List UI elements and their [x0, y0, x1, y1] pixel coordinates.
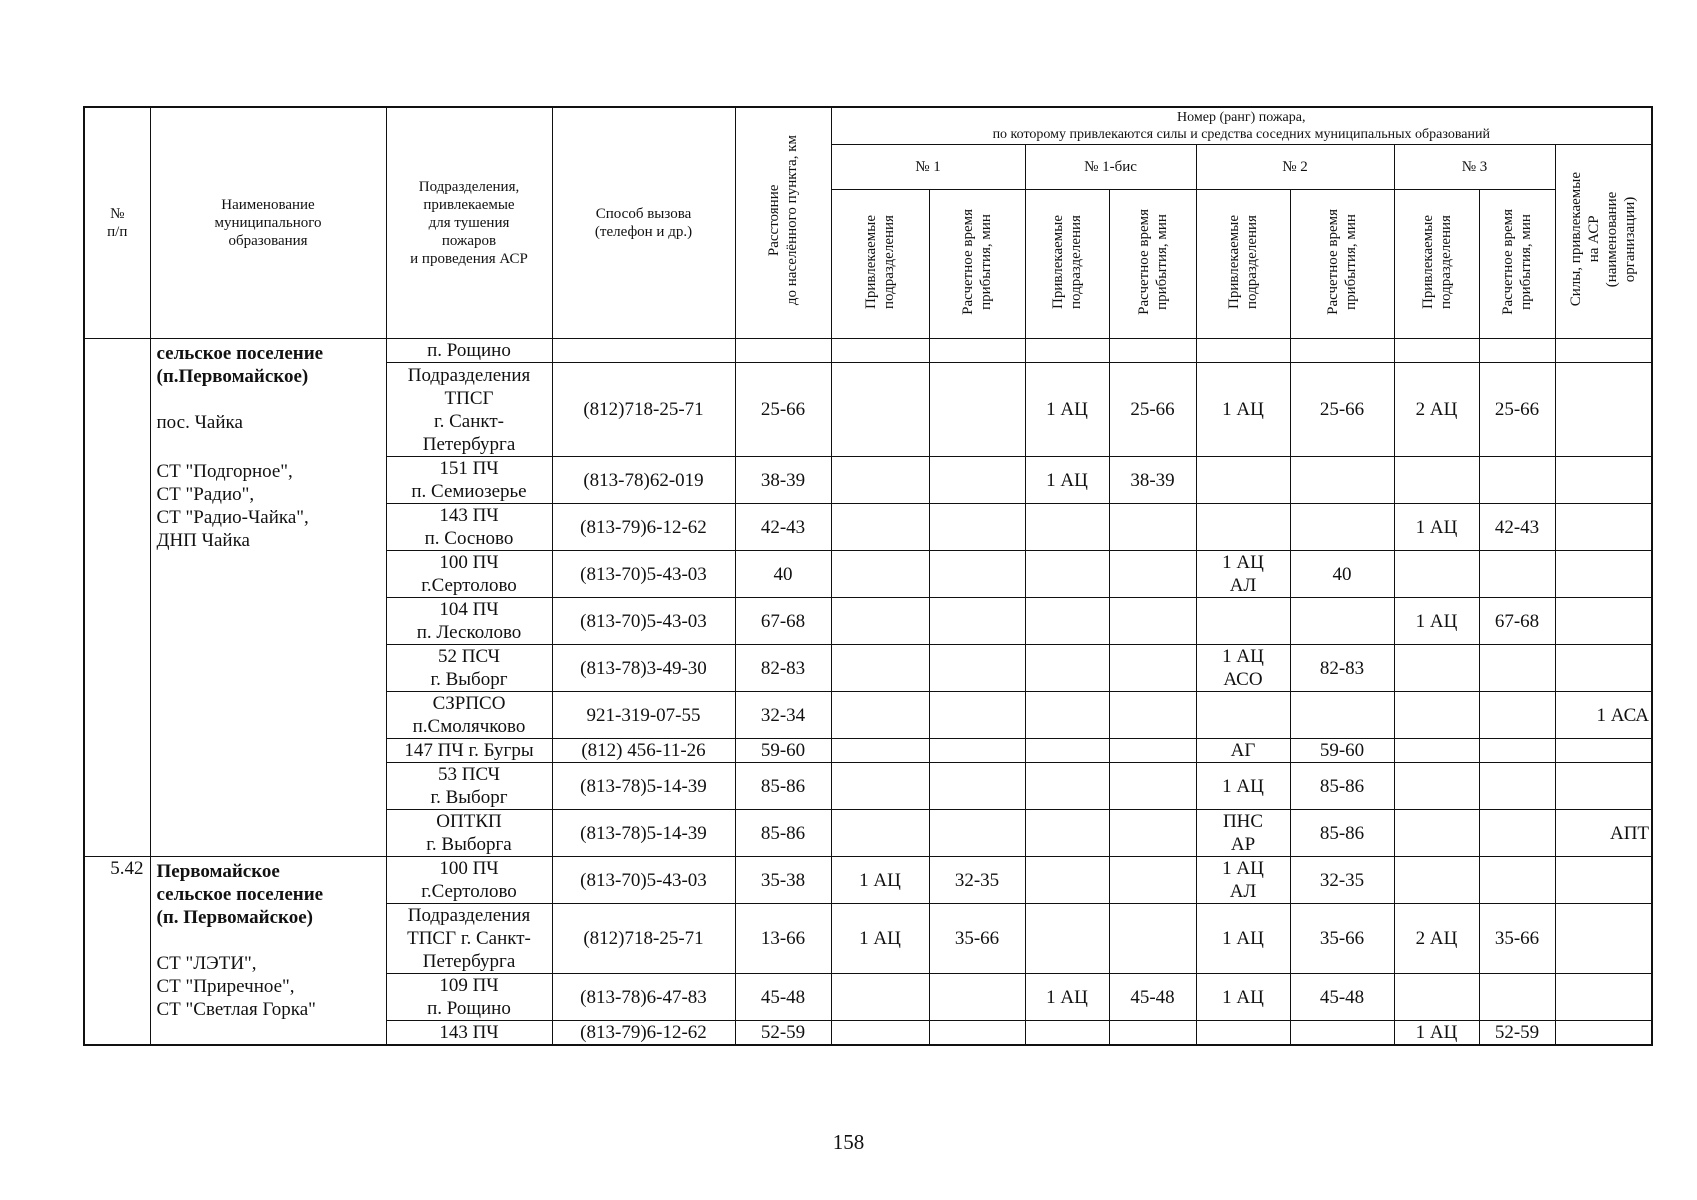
cell-unit: Подразделения ТПСГ г. Санкт- Петербурга — [386, 904, 552, 974]
cell-r3u — [1394, 457, 1479, 504]
cell-r1u: 1 АЦ — [831, 857, 929, 904]
cell-r2t — [1290, 598, 1394, 645]
cell-unit: ОПТКП г. Выборга — [386, 810, 552, 857]
cell-call: (812)718-25-71 — [552, 904, 735, 974]
cell-r1bt — [1109, 904, 1196, 974]
cell-dist: 25-66 — [735, 363, 831, 457]
cell-call: 921-319-07-55 — [552, 692, 735, 739]
row-number: 5.42 — [84, 857, 150, 1046]
cell-call: (813-78)5-14-39 — [552, 763, 735, 810]
cell-r1t: 35-66 — [929, 904, 1025, 974]
cell-r1u — [831, 551, 929, 598]
cell-dist: 38-39 — [735, 457, 831, 504]
header-col-distance: Расстояние до населённого пункта, км — [735, 107, 831, 339]
cell-asr: 1 АСА — [1555, 692, 1652, 739]
cell-dist: 85-86 — [735, 810, 831, 857]
cell-r1bt — [1109, 857, 1196, 904]
settlement-subline: СТ "Радио", — [156, 484, 255, 505]
cell-r1bu: 1 АЦ — [1025, 974, 1109, 1021]
page-number: 158 — [832, 1130, 865, 1154]
municipality-title: сельское поселение — [156, 884, 324, 905]
cell-r2t: 35-66 — [1290, 904, 1394, 974]
settlement-subline: СТ "Подгорное", — [156, 461, 293, 482]
header-rank-1bis-time: Расчетное время прибытия, мин — [1109, 190, 1196, 339]
cell-call: (812) 456-11-26 — [552, 739, 735, 763]
cell-r3t: 67-68 — [1479, 598, 1555, 645]
table-row — [84, 339, 1652, 363]
cell-r1t — [929, 551, 1025, 598]
table-row — [84, 857, 1652, 904]
cell-r1bu — [1025, 598, 1109, 645]
cell-r3u: 2 АЦ — [1394, 363, 1479, 457]
cell-unit: 104 ПЧ п. Лесколово — [386, 598, 552, 645]
table-body — [84, 339, 1652, 1046]
cell-r3t — [1479, 810, 1555, 857]
cell-r3u: 1 АЦ — [1394, 1021, 1479, 1046]
cell-r2u — [1196, 457, 1290, 504]
header-col-municipality: Наименование муниципального образования — [150, 107, 386, 339]
cell-dist: 45-48 — [735, 974, 831, 1021]
cell-r1u: 1 АЦ — [831, 904, 929, 974]
cell-r1t — [929, 598, 1025, 645]
cell-call: (813-70)5-43-03 — [552, 857, 735, 904]
cell-dist: 32-34 — [735, 692, 831, 739]
cell-asr — [1555, 763, 1652, 810]
cell-unit: 143 ПЧ — [386, 1021, 552, 1046]
cell-r2t — [1290, 1021, 1394, 1046]
cell-r1t — [929, 1021, 1025, 1046]
cell-r3t — [1479, 974, 1555, 1021]
cell-unit: 53 ПСЧ г. Выборг — [386, 763, 552, 810]
cell-r2u: ПНС АР — [1196, 810, 1290, 857]
cell-r3u — [1394, 339, 1479, 363]
cell-r1bu — [1025, 904, 1109, 974]
cell-r1bu — [1025, 339, 1109, 363]
cell-r2t — [1290, 457, 1394, 504]
cell-r1bu — [1025, 739, 1109, 763]
cell-r2u: 1 АЦ — [1196, 974, 1290, 1021]
cell-r1bt — [1109, 1021, 1196, 1046]
municipality-cell — [150, 339, 386, 857]
settlement-name: пос. Чайка — [156, 412, 243, 433]
cell-call: (813-78)3-49-30 — [552, 645, 735, 692]
cell-r2t: 59-60 — [1290, 739, 1394, 763]
cell-r1t — [929, 692, 1025, 739]
cell-r1bu — [1025, 857, 1109, 904]
cell-r2u — [1196, 1021, 1290, 1046]
cell-unit: 100 ПЧ г.Сертолово — [386, 551, 552, 598]
header-rank-title: Номер (ранг) пожара, по которому привлекаются силы и средства соседних муниципальных образований — [831, 107, 1652, 145]
cell-r1t — [929, 739, 1025, 763]
cell-r3t — [1479, 551, 1555, 598]
cell-r1t — [929, 645, 1025, 692]
cell-asr — [1555, 457, 1652, 504]
cell-r1t — [929, 763, 1025, 810]
cell-asr — [1555, 904, 1652, 974]
cell-unit: 143 ПЧ п. Сосново — [386, 504, 552, 551]
cell-r2u — [1196, 692, 1290, 739]
cell-r3t — [1479, 645, 1555, 692]
cell-asr — [1555, 974, 1652, 1021]
header-rank-1bis: № 1-бис — [1025, 145, 1196, 190]
cell-r1bu — [1025, 645, 1109, 692]
cell-r2t — [1290, 692, 1394, 739]
cell-r3t — [1479, 857, 1555, 904]
header-col-number: № п/п — [84, 107, 150, 339]
municipality-title: (п. Первомайское) — [156, 907, 313, 928]
cell-r1bt — [1109, 739, 1196, 763]
cell-dist: 59-60 — [735, 739, 831, 763]
cell-r1t — [929, 457, 1025, 504]
cell-r1bu — [1025, 810, 1109, 857]
cell-dist: 52-59 — [735, 1021, 831, 1046]
municipality-cell — [150, 857, 386, 1046]
cell-r1u — [831, 598, 929, 645]
cell-r1bt — [1109, 598, 1196, 645]
cell-r1bt — [1109, 810, 1196, 857]
cell-asr — [1555, 857, 1652, 904]
cell-call — [552, 339, 735, 363]
cell-asr — [1555, 363, 1652, 457]
cell-r1u — [831, 1021, 929, 1046]
cell-dist: 40 — [735, 551, 831, 598]
cell-call: (813-70)5-43-03 — [552, 551, 735, 598]
cell-r3t — [1479, 763, 1555, 810]
cell-r3u — [1394, 857, 1479, 904]
cell-r2t: 25-66 — [1290, 363, 1394, 457]
cell-r1u — [831, 363, 929, 457]
cell-r3u: 1 АЦ — [1394, 598, 1479, 645]
cell-r2u: 1 АЦ АСО — [1196, 645, 1290, 692]
cell-dist: 82-83 — [735, 645, 831, 692]
cell-r1bt — [1109, 763, 1196, 810]
cell-call: (813-79)6-12-62 — [552, 504, 735, 551]
cell-unit: 151 ПЧ п. Семиозерье — [386, 457, 552, 504]
cell-asr — [1555, 598, 1652, 645]
cell-r2u — [1196, 504, 1290, 551]
cell-r2t: 82-83 — [1290, 645, 1394, 692]
header-col-call-method: Способ вызова (телефон и др.) — [552, 107, 735, 339]
cell-r2u: АГ — [1196, 739, 1290, 763]
cell-r2t: 32-35 — [1290, 857, 1394, 904]
cell-r1bt: 38-39 — [1109, 457, 1196, 504]
cell-r1bu — [1025, 551, 1109, 598]
cell-r1u — [831, 504, 929, 551]
cell-r3t — [1479, 739, 1555, 763]
cell-r1bu: 1 АЦ — [1025, 363, 1109, 457]
header-rank-3: № 3 — [1394, 145, 1555, 190]
cell-asr — [1555, 1021, 1652, 1046]
cell-r1bt — [1109, 339, 1196, 363]
cell-call: (813-78)62-019 — [552, 457, 735, 504]
cell-r1bt — [1109, 504, 1196, 551]
cell-r3t: 35-66 — [1479, 904, 1555, 974]
cell-dist — [735, 339, 831, 363]
cell-r3u — [1394, 645, 1479, 692]
cell-r3u — [1394, 763, 1479, 810]
cell-r1u — [831, 974, 929, 1021]
header-rank-1-units: Привлекаемые подразделения — [831, 190, 929, 339]
cell-r3u: 1 АЦ — [1394, 504, 1479, 551]
cell-r1u — [831, 692, 929, 739]
cell-r3t — [1479, 457, 1555, 504]
header-rank-1: № 1 — [831, 145, 1025, 190]
header-col-asr-forces: Силы, привлекаемые на АСР (наименование организации) — [1555, 145, 1652, 339]
cell-r1bu: 1 АЦ — [1025, 457, 1109, 504]
cell-r1bt: 45-48 — [1109, 974, 1196, 1021]
cell-r2u: 1 АЦ — [1196, 763, 1290, 810]
settlement-subline: СТ "Светлая Горка" — [156, 999, 316, 1020]
cell-r1t — [929, 363, 1025, 457]
cell-asr — [1555, 504, 1652, 551]
cell-r1u — [831, 739, 929, 763]
cell-r1bu — [1025, 1021, 1109, 1046]
cell-call: (813-70)5-43-03 — [552, 598, 735, 645]
municipality-title: сельское поселение — [156, 343, 324, 364]
cell-call: (812)718-25-71 — [552, 363, 735, 457]
cell-unit: СЗРПСО п.Смолячково — [386, 692, 552, 739]
cell-r3t: 52-59 — [1479, 1021, 1555, 1046]
cell-asr — [1555, 551, 1652, 598]
cell-r2t — [1290, 339, 1394, 363]
cell-r1t: 32-35 — [929, 857, 1025, 904]
cell-unit: Подразделения ТПСГ г. Санкт- Петербурга — [386, 363, 552, 457]
cell-r3u — [1394, 692, 1479, 739]
cell-r3t — [1479, 339, 1555, 363]
cell-r2t: 85-86 — [1290, 763, 1394, 810]
settlement-subline: СТ "Радио-Чайка", — [156, 507, 309, 528]
header-col-units: Подразделения, привлекаемые для тушения пожаров и проведения АСР — [386, 107, 552, 339]
cell-r1bt — [1109, 692, 1196, 739]
cell-r2u: 1 АЦ АЛ — [1196, 857, 1290, 904]
cell-r1t — [929, 974, 1025, 1021]
cell-r3u — [1394, 810, 1479, 857]
cell-r3u — [1394, 551, 1479, 598]
header-rank-2-time: Расчетное время прибытия, мин — [1290, 190, 1394, 339]
cell-r1bt: 25-66 — [1109, 363, 1196, 457]
cell-unit: 100 ПЧ г.Сертолово — [386, 857, 552, 904]
settlement-subline: СТ "Приречное", — [156, 976, 295, 997]
cell-asr — [1555, 739, 1652, 763]
cell-r1bu — [1025, 504, 1109, 551]
cell-r1u — [831, 457, 929, 504]
cell-r1u — [831, 810, 929, 857]
cell-r2u — [1196, 598, 1290, 645]
cell-r1bt — [1109, 551, 1196, 598]
cell-dist: 13-66 — [735, 904, 831, 974]
header-rank-2-units: Привлекаемые подразделения — [1196, 190, 1290, 339]
header-rank-3-time: Расчетное время прибытия, мин — [1479, 190, 1555, 339]
cell-call: (813-78)6-47-83 — [552, 974, 735, 1021]
cell-r3u — [1394, 974, 1479, 1021]
cell-r1t — [929, 339, 1025, 363]
cell-unit: 52 ПСЧ г. Выборг — [386, 645, 552, 692]
cell-unit: 147 ПЧ г. Бугры — [386, 739, 552, 763]
cell-r2u: 1 АЦ АЛ — [1196, 551, 1290, 598]
header-rank-1-time: Расчетное время прибытия, мин — [929, 190, 1025, 339]
cell-dist: 42-43 — [735, 504, 831, 551]
cell-r1t — [929, 504, 1025, 551]
municipality-title: Первомайское — [156, 861, 280, 882]
cell-r2u — [1196, 339, 1290, 363]
cell-r2t: 40 — [1290, 551, 1394, 598]
cell-r1bu — [1025, 763, 1109, 810]
cell-dist: 35-38 — [735, 857, 831, 904]
cell-dist: 67-68 — [735, 598, 831, 645]
cell-r3u: 2 АЦ — [1394, 904, 1479, 974]
cell-asr — [1555, 339, 1652, 363]
cell-r3t: 25-66 — [1479, 363, 1555, 457]
cell-r2t: 45-48 — [1290, 974, 1394, 1021]
fire-forces-table — [83, 106, 1653, 1046]
cell-r1u — [831, 339, 929, 363]
cell-asr: АПТ — [1555, 810, 1652, 857]
cell-call: (813-79)6-12-62 — [552, 1021, 735, 1046]
header-rank-3-units: Привлекаемые подразделения — [1394, 190, 1479, 339]
row-number — [84, 339, 150, 857]
cell-call: (813-78)5-14-39 — [552, 810, 735, 857]
cell-r3t — [1479, 692, 1555, 739]
header-rank-1bis-units: Привлекаемые подразделения — [1025, 190, 1109, 339]
cell-r2t: 85-86 — [1290, 810, 1394, 857]
cell-r1bt — [1109, 645, 1196, 692]
cell-r2t — [1290, 504, 1394, 551]
cell-unit: 109 ПЧ п. Рощино — [386, 974, 552, 1021]
municipality-title: (п.Первомайское) — [156, 366, 309, 387]
cell-asr — [1555, 645, 1652, 692]
cell-r3t: 42-43 — [1479, 504, 1555, 551]
settlement-subline: ДНП Чайка — [156, 530, 250, 551]
cell-r1u — [831, 763, 929, 810]
cell-r3u — [1394, 739, 1479, 763]
cell-r1u — [831, 645, 929, 692]
cell-r1t — [929, 810, 1025, 857]
header-rank-2: № 2 — [1196, 145, 1394, 190]
cell-r2u: 1 АЦ — [1196, 363, 1290, 457]
settlement-subline: СТ "ЛЭТИ", — [156, 953, 257, 974]
cell-unit: п. Рощино — [386, 339, 552, 363]
cell-dist: 85-86 — [735, 763, 831, 810]
cell-r2u: 1 АЦ — [1196, 904, 1290, 974]
cell-r1bu — [1025, 692, 1109, 739]
